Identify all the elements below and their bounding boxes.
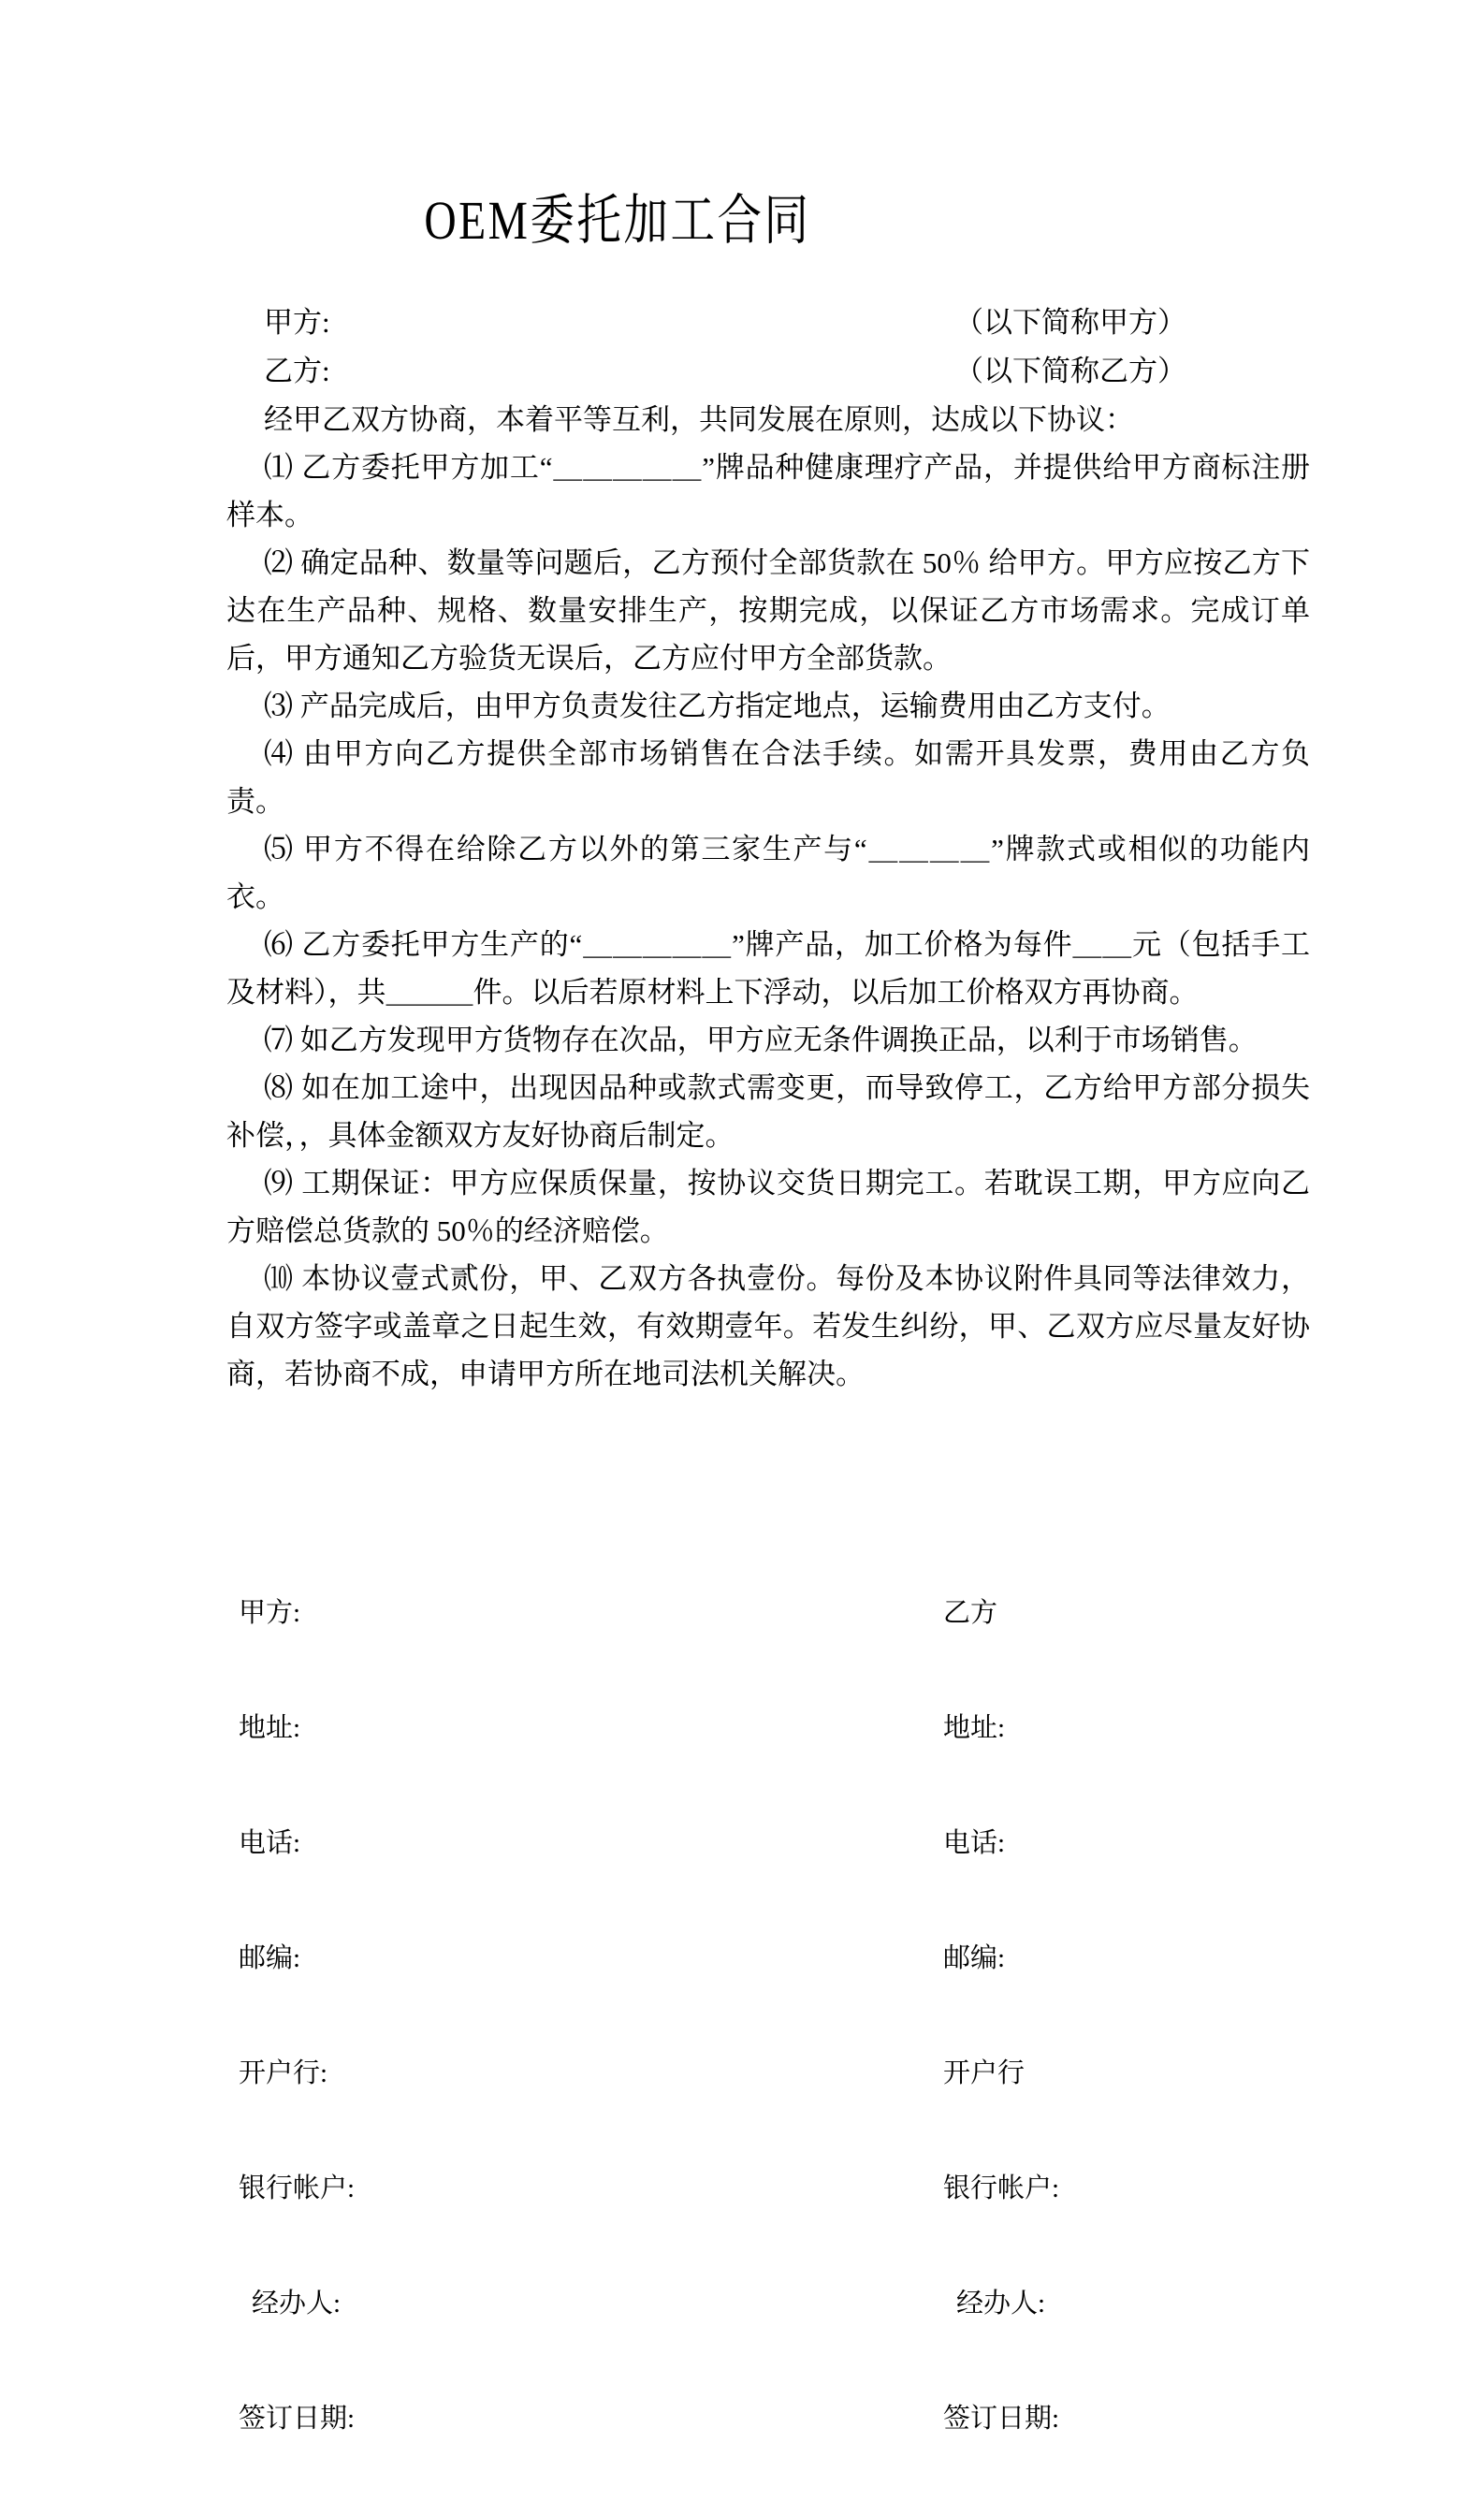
document-title-row <box>0 176 1235 254</box>
clause-paragraph-2: ⑵ 确定品种、数量等问题后，乙方预付全部货款在 50％ 给甲方。甲方应按乙方下达在生产品种、规格、数量安排生产，按期完成，以保证乙方市场需求。完成订单后，甲方通知乙方验货无误后，乙方应付甲方全部货款。 <box>226 546 1310 675</box>
party-b-bank-field: 开户行 <box>943 2058 1026 2088</box>
party-a-name-field: 甲方: <box>239 1598 301 1628</box>
party-b-zip-field: 邮编: <box>943 1943 1006 1973</box>
clause-paragraph-4: ⑷ 由甲方向乙方提供全部市场销售在合法手续。如需开具发票，费用由乙方负责。 <box>226 737 1310 818</box>
party-b-phone-field: 电话: <box>943 1828 1006 1858</box>
contract-body <box>226 298 1310 1398</box>
party-b-name-field: 乙方 <box>943 1598 998 1628</box>
clause-paragraph-7: ⑺ 如乙方发现甲方货物存在次品，甲方应无条件调换正品，以利于市场销售。 <box>264 1024 1258 1056</box>
party-a-label: 甲方: <box>264 306 330 339</box>
clause-paragraph-3: ⑶ 产品完成后，由甲方负责发往乙方指定地点，运输费用由乙方支付。 <box>264 690 1171 722</box>
party-a-agent-field: 经办人: <box>252 2289 342 2319</box>
party-b-address-field: 地址: <box>943 1713 1006 1743</box>
clause-paragraph-10: ⑽ 本协议壹式贰份，甲、乙双方各执壹份。每份及本协议附件具同等法律效力，自双方签字或盖章之日起生效，有效期壹年。若发生纠纷，甲、乙双方应尽量友好协商，若协商不成，申请甲方所在地司法机关解决。 <box>226 1262 1310 1390</box>
clause-paragraph-6: ⑹ 乙方委托甲方生产的“＿＿＿＿＿”牌产品，加工价格为每件＿＿元（包括手工及材料），共＿＿＿件。以后若原材料上下浮动，以后加工价格双方再协商。 <box>226 928 1310 1009</box>
clause-paragraph-5: ⑸ 甲方不得在给除乙方以外的第三家生产与“＿＿＿＿”牌款式或相似的功能内衣。 <box>226 833 1310 913</box>
party-a-phone-field: 电话: <box>239 1828 301 1858</box>
clause-paragraph-1: ⑴ 乙方委托甲方加工“＿＿＿＿＿”牌品种健康理疗产品，并提供给甲方商标注册样本。 <box>226 451 1310 531</box>
party-b-note: （以下简称乙方） <box>954 355 1186 387</box>
party-b-label: 乙方: <box>264 355 330 387</box>
clause-paragraph-8: ⑻ 如在加工途中，出现因品种或款式需变更，而导致停工，乙方给甲方部分损失补偿，，具体金额双方友好协商后制定。 <box>226 1071 1310 1152</box>
intro-paragraph: 经甲乙双方协商，本着平等互利，共同发展在原则，达成以下协议： <box>264 403 1134 436</box>
party-b-row <box>226 347 1310 396</box>
party-b-account-field: 银行帐户: <box>943 2173 1060 2203</box>
signature-party-a <box>239 1518 355 2515</box>
party-a-bank-field: 开户行: <box>239 2058 328 2088</box>
signature-party-b <box>943 1518 1059 2515</box>
party-a-note: （以下简称甲方） <box>954 306 1186 339</box>
party-b-agent-field: 经办人: <box>956 2289 1046 2319</box>
party-a-account-field: 银行帐户: <box>239 2173 356 2203</box>
party-a-address-field: 地址: <box>239 1713 301 1743</box>
party-b-date-field: 签订日期: <box>943 2404 1060 2434</box>
party-a-zip-field: 邮编: <box>239 1943 301 1973</box>
party-a-date-field: 签订日期: <box>239 2404 356 2434</box>
document-title: OEM委托加工合同 <box>424 190 811 251</box>
clause-paragraph-9: ⑼ 工期保证：甲方应保质保量，按协议交货日期完工。若耽误工期，甲方应向乙方赔偿总货款的 50％的经济赔偿。 <box>226 1167 1310 1247</box>
party-a-row <box>226 298 1310 347</box>
